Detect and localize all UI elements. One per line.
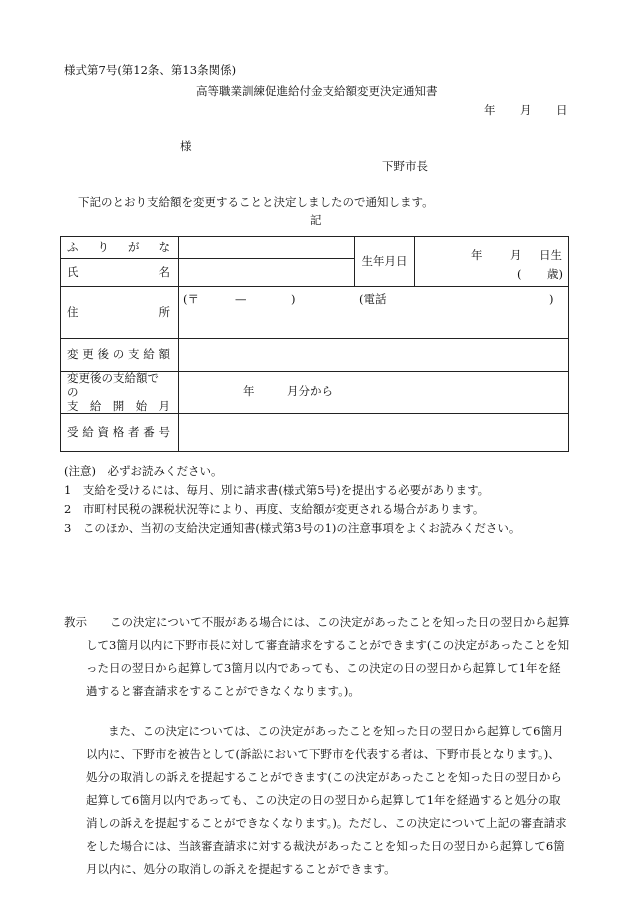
- label-char: 資: [97, 424, 109, 439]
- birth-year: 年: [471, 247, 483, 262]
- start-month-label-line2: [61, 400, 178, 414]
- label-char: 支: [67, 398, 79, 413]
- name-label-cell: [61, 259, 179, 287]
- form-number: 様式第7号(第12条、第13条関係): [64, 63, 237, 77]
- age-open: (: [517, 266, 522, 281]
- birthdate-field[interactable]: [415, 237, 569, 287]
- document-title: 高等職業訓練促進給付金支給額変更決定通知書: [196, 84, 438, 98]
- label-char: り: [97, 239, 109, 254]
- label-char: 開: [112, 398, 125, 413]
- start-year: 年: [243, 383, 255, 398]
- label-char: の: [112, 347, 125, 362]
- label-char: 額: [158, 347, 170, 362]
- new-amount-field[interactable]: [179, 339, 569, 372]
- furigana-label: [61, 241, 178, 255]
- instruction-para2-text: また、この決定については、この決定があったことを知った日の翌日から起算して6箇月以内に、下野市を被告として(訴訟において下野市を代表する者は、下野市長となります。)、処分の取消しの訴えを提起することができます(この決定があったことを知った日の翌日から起算して6箇月以内であっても、この決定の日の翌日から起算して1年を経過すると処分の取消しの訴えを提起することができなくなります。)。ただし、この決定について上記の審査請求をした場合には、当該審査請求に対する裁決があったことを知った日の翌日から起算して6箇月以内に、処分の取消しの訴えを提起することができます。: [86, 724, 567, 876]
- label-char: 始: [135, 398, 148, 413]
- address-label: [61, 306, 178, 320]
- instruction-section: [64, 611, 570, 881]
- furigana-field[interactable]: [179, 237, 355, 259]
- label-char: 者: [128, 424, 140, 439]
- ki-mark: 記: [310, 213, 322, 227]
- label-char: 名: [158, 264, 170, 279]
- label-char: ふ: [67, 239, 79, 254]
- recipient-number-field[interactable]: [179, 414, 569, 452]
- issuer-name: 下野市長: [382, 159, 428, 173]
- label-char: 所: [158, 304, 170, 319]
- recipient-number-label: [61, 426, 178, 440]
- label-char: 格: [112, 424, 125, 439]
- issue-date-day: 日: [556, 103, 568, 117]
- note-item-1: 1 支給を受けるには、毎月、別に請求書(様式第5号)を提出する必要があります。: [64, 483, 490, 497]
- label-char: が: [128, 239, 140, 254]
- postal-dash: —: [235, 292, 247, 306]
- name-field[interactable]: [179, 259, 355, 287]
- label-char: 番: [143, 424, 155, 439]
- start-month-label-line1: 変更後の支給額での: [67, 371, 159, 399]
- birth-month: 月: [510, 247, 522, 262]
- label-char: 後: [97, 347, 109, 362]
- label-char: 支: [128, 347, 140, 362]
- note-item-3: 3 このほか、当初の支給決定通知書(様式第3号の1)の注意事項をよくお読みください。: [64, 521, 521, 535]
- postal-open: (〒: [183, 292, 199, 306]
- instruction-para1-text: この決定について不服がある場合には、この決定があったことを知った日の翌日から起算して3箇月以内に下野市長に対して審査請求をすることができます(この決定があったことを知った日の翌日から起算して3箇月以内であっても、この決定の日の翌日から起算して1年を経過すると審査請求をすることができなくなります。)。: [86, 615, 570, 698]
- notes-header: (注意) 必ずお読みください。: [64, 464, 223, 478]
- label-char: 給: [89, 398, 102, 413]
- birth-day: 日生: [539, 247, 562, 262]
- start-month-label-cell: [61, 372, 179, 414]
- addressee-suffix: 様: [180, 139, 192, 153]
- start-month-suffix: 月分から: [287, 383, 333, 398]
- furigana-label-cell: [61, 237, 179, 259]
- phone-close: ): [549, 292, 554, 306]
- issue-date-year: 年: [484, 103, 496, 117]
- label-char: 更: [82, 347, 94, 362]
- label-char: 号: [158, 424, 170, 439]
- label-char: な: [158, 239, 170, 254]
- form-table: [60, 236, 569, 452]
- address-field[interactable]: [179, 287, 569, 339]
- instruction-para2: [64, 720, 570, 881]
- phone-open: (電話: [359, 292, 387, 306]
- birthdate-label: 生年月日: [355, 237, 415, 287]
- label-char: 月: [158, 398, 170, 413]
- label-char: 住: [67, 304, 79, 319]
- notes-section: [64, 462, 520, 538]
- start-month-field[interactable]: [179, 372, 569, 414]
- instruction-para1: [64, 611, 570, 703]
- address-label-cell: [61, 287, 179, 339]
- note-item-2: 2 市町村民税の課税状況等により、再度、支給額が変更される場合があります。: [64, 502, 485, 516]
- instruction-label: 教示: [64, 615, 87, 629]
- postal-close: ): [291, 292, 296, 306]
- label-char: 受: [67, 424, 79, 439]
- issue-date-month: 月: [520, 103, 532, 117]
- label-char: 氏: [67, 264, 79, 279]
- new-amount-label-cell: [61, 339, 179, 372]
- age-close: 歳): [547, 266, 563, 281]
- label-char: 変: [67, 347, 79, 362]
- intro-text: 下記のとおり支給額を変更することと決定しましたので通知します。: [78, 195, 434, 209]
- new-amount-label: [61, 348, 178, 362]
- label-char: 給: [82, 424, 94, 439]
- recipient-number-label-cell: [61, 414, 179, 452]
- name-label: [61, 266, 178, 280]
- label-char: 給: [143, 347, 155, 362]
